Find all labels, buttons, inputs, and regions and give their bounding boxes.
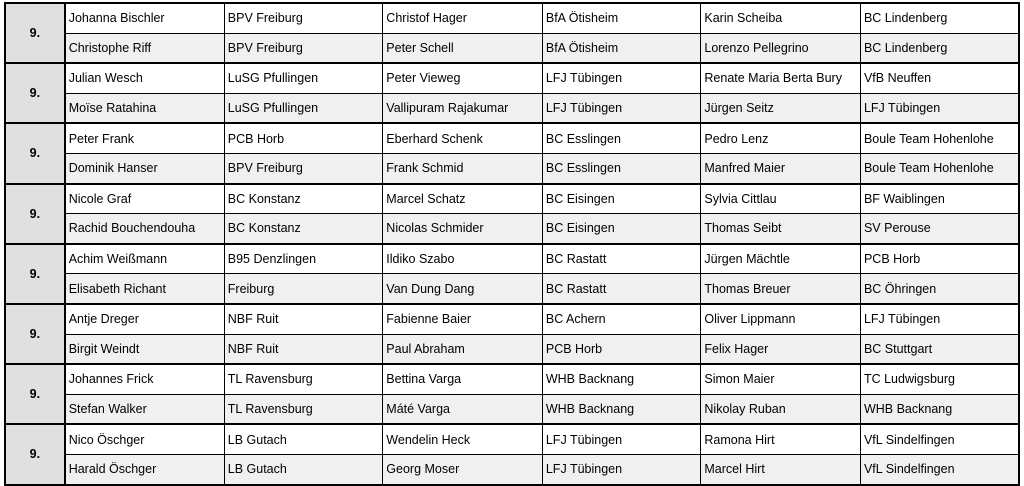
club-name-cell: NBF Ruit	[224, 304, 383, 334]
club-name-cell: BfA Ötisheim	[542, 33, 701, 63]
club-name-cell: BC Lindenberg	[860, 33, 1019, 63]
rank-cell: 9.	[5, 244, 65, 304]
player-name-cell: Peter Schell	[383, 33, 543, 63]
player-name-cell: Pedro Lenz	[701, 123, 861, 153]
club-name-cell: PCB Horb	[860, 244, 1019, 274]
club-name-cell: WHB Backnang	[542, 394, 701, 424]
player-name-cell: Felix Hager	[701, 334, 861, 364]
club-name-cell: BC Esslingen	[542, 123, 701, 153]
table-row	[5, 214, 1019, 244]
player-name-cell: Vallipuram Rajakumar	[383, 93, 543, 123]
club-name-cell: BC Eisingen	[542, 184, 701, 214]
club-name-cell: BF Waiblingen	[860, 184, 1019, 214]
table-row	[5, 244, 1019, 274]
player-name-cell: Sylvia Cittlau	[701, 184, 861, 214]
club-name-cell: LFJ Tübingen	[860, 93, 1019, 123]
player-name-cell: Bettina Varga	[383, 364, 543, 394]
rank-cell: 9.	[5, 123, 65, 183]
club-name-cell: BC Rastatt	[542, 274, 701, 304]
table-row	[5, 454, 1019, 484]
rank-cell: 9.	[5, 304, 65, 364]
player-name-cell: Oliver Lippmann	[701, 304, 861, 334]
results-table-body	[5, 3, 1019, 485]
club-name-cell: WHB Backnang	[542, 364, 701, 394]
player-name-cell: Rachid Bouchendouha	[65, 214, 225, 244]
table-row	[5, 33, 1019, 63]
player-name-cell: Eberhard Schenk	[383, 123, 543, 153]
player-name-cell: Peter Frank	[65, 123, 225, 153]
club-name-cell: BPV Freiburg	[224, 153, 383, 183]
player-name-cell: Wendelin Heck	[383, 424, 543, 454]
player-name-cell: Birgit Weindt	[65, 334, 225, 364]
player-name-cell: Simon Maier	[701, 364, 861, 394]
results-table	[4, 2, 1020, 486]
table-row	[5, 63, 1019, 93]
club-name-cell: TL Ravensburg	[224, 364, 383, 394]
club-name-cell: LB Gutach	[224, 424, 383, 454]
player-name-cell: Ramona Hirt	[701, 424, 861, 454]
player-name-cell: Paul Abraham	[383, 334, 543, 364]
player-name-cell: Nicole Graf	[65, 184, 225, 214]
club-name-cell: BPV Freiburg	[224, 33, 383, 63]
player-name-cell: Thomas Seibt	[701, 214, 861, 244]
club-name-cell: NBF Ruit	[224, 334, 383, 364]
player-name-cell: Stefan Walker	[65, 394, 225, 424]
club-name-cell: BC Konstanz	[224, 184, 383, 214]
player-name-cell: Van Dung Dang	[383, 274, 543, 304]
club-name-cell: LFJ Tübingen	[860, 304, 1019, 334]
club-name-cell: PCB Horb	[224, 123, 383, 153]
player-name-cell: Ildiko Szabo	[383, 244, 543, 274]
club-name-cell: WHB Backnang	[860, 394, 1019, 424]
club-name-cell: Boule Team Hohenlohe	[860, 153, 1019, 183]
player-name-cell: Peter Vieweg	[383, 63, 543, 93]
player-name-cell: Antje Dreger	[65, 304, 225, 334]
table-row	[5, 334, 1019, 364]
club-name-cell: BC Eisingen	[542, 214, 701, 244]
player-name-cell: Renate Maria Berta Bury	[701, 63, 861, 93]
player-name-cell: Christof Hager	[383, 3, 543, 33]
club-name-cell: BC Öhringen	[860, 274, 1019, 304]
rank-cell: 9.	[5, 364, 65, 424]
table-row	[5, 274, 1019, 304]
club-name-cell: TL Ravensburg	[224, 394, 383, 424]
club-name-cell: SV Perouse	[860, 214, 1019, 244]
player-name-cell: Nicolas Schmider	[383, 214, 543, 244]
player-name-cell: Lorenzo Pellegrino	[701, 33, 861, 63]
table-row	[5, 123, 1019, 153]
rank-cell: 9.	[5, 63, 65, 123]
player-name-cell: Marcel Schatz	[383, 184, 543, 214]
table-row	[5, 394, 1019, 424]
player-name-cell: Dominik Hanser	[65, 153, 225, 183]
rank-cell: 9.	[5, 184, 65, 244]
player-name-cell: Karin Scheiba	[701, 3, 861, 33]
player-name-cell: Nico Öschger	[65, 424, 225, 454]
rank-cell: 9.	[5, 3, 65, 63]
player-name-cell: Nikolay Ruban	[701, 394, 861, 424]
table-row	[5, 3, 1019, 33]
club-name-cell: LFJ Tübingen	[542, 93, 701, 123]
table-row	[5, 93, 1019, 123]
player-name-cell: Achim Weißmann	[65, 244, 225, 274]
player-name-cell: Georg Moser	[383, 454, 543, 484]
player-name-cell: Fabienne Baier	[383, 304, 543, 334]
player-name-cell: Máté Varga	[383, 394, 543, 424]
club-name-cell: LuSG Pfullingen	[224, 93, 383, 123]
club-name-cell: TC Ludwigsburg	[860, 364, 1019, 394]
club-name-cell: LFJ Tübingen	[542, 424, 701, 454]
club-name-cell: BC Rastatt	[542, 244, 701, 274]
player-name-cell: Jürgen Seitz	[701, 93, 861, 123]
club-name-cell: BC Esslingen	[542, 153, 701, 183]
club-name-cell: B95 Denzlingen	[224, 244, 383, 274]
club-name-cell: VfL Sindelfingen	[860, 454, 1019, 484]
club-name-cell: LFJ Tübingen	[542, 63, 701, 93]
table-row	[5, 424, 1019, 454]
club-name-cell: BC Stuttgart	[860, 334, 1019, 364]
club-name-cell: BfA Ötisheim	[542, 3, 701, 33]
player-name-cell: Elisabeth Richant	[65, 274, 225, 304]
player-name-cell: Johannes Frick	[65, 364, 225, 394]
club-name-cell: BPV Freiburg	[224, 3, 383, 33]
player-name-cell: Harald Öschger	[65, 454, 225, 484]
club-name-cell: LuSG Pfullingen	[224, 63, 383, 93]
table-row	[5, 153, 1019, 183]
club-name-cell: BC Achern	[542, 304, 701, 334]
table-row	[5, 364, 1019, 394]
player-name-cell: Jürgen Mächtle	[701, 244, 861, 274]
player-name-cell: Thomas Breuer	[701, 274, 861, 304]
club-name-cell: LB Gutach	[224, 454, 383, 484]
table-row	[5, 304, 1019, 334]
club-name-cell: VfB Neuffen	[860, 63, 1019, 93]
player-name-cell: Johanna Bischler	[65, 3, 225, 33]
player-name-cell: Frank Schmid	[383, 153, 543, 183]
player-name-cell: Julian Wesch	[65, 63, 225, 93]
club-name-cell: VfL Sindelfingen	[860, 424, 1019, 454]
player-name-cell: Moïse Ratahina	[65, 93, 225, 123]
club-name-cell: BC Konstanz	[224, 214, 383, 244]
player-name-cell: Manfred Maier	[701, 153, 861, 183]
club-name-cell: BC Lindenberg	[860, 3, 1019, 33]
club-name-cell: Freiburg	[224, 274, 383, 304]
rank-cell: 9.	[5, 424, 65, 484]
player-name-cell: Christophe Riff	[65, 33, 225, 63]
club-name-cell: PCB Horb	[542, 334, 701, 364]
table-row	[5, 184, 1019, 214]
player-name-cell: Marcel Hirt	[701, 454, 861, 484]
club-name-cell: LFJ Tübingen	[542, 454, 701, 484]
club-name-cell: Boule Team Hohenlohe	[860, 123, 1019, 153]
